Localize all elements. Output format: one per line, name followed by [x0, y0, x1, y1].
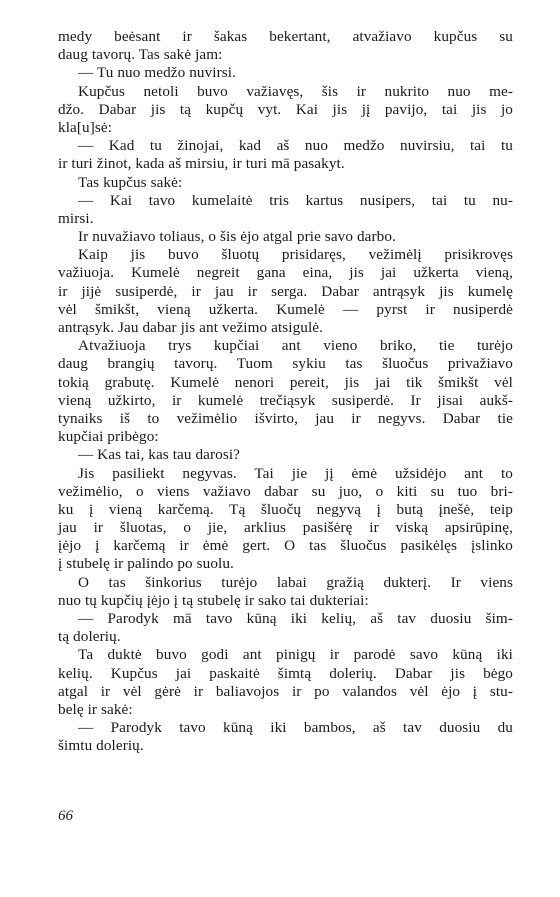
- text-line: Jis pasiliekt negyvas. Tai jie jį ėmė užsidėjo ant to: [78, 464, 513, 482]
- text-line: jau ir šluotas, o jie, arklius pasišėrę ir viską apsirūpinę,: [58, 519, 513, 537]
- text-line: ku į vieną karčemą. Tą šluočų negyvą į butą įnešė, teip: [58, 500, 513, 518]
- text-line: — Parodyk tavo kūną iki bambos, aš tav duosiu du: [78, 719, 513, 737]
- text-line: Ir nuvažiavo toliaus, o šis ėjo atgal prie savo darbo.: [78, 228, 396, 246]
- text-line: Tas kupčus sakė:: [78, 173, 183, 191]
- page-body: [58, 28, 513, 756]
- text-line: ir turi žinot, kada aš mirsiu, ir turi mā pasakyt.: [58, 155, 345, 173]
- text-line: ir jijė susiperdė, ir jau ir serga. Dabar antrąsyk jis kumelę: [58, 282, 513, 300]
- text-line: mirsi.: [58, 209, 94, 227]
- text-line: — Kai tavo kumelaitė tris kartus nusipers, tai tu nu-: [78, 191, 513, 209]
- text-line: nuo tų kupčių įėjo į tą stubelę ir sako tai dukteriai:: [58, 591, 369, 609]
- text-line: — Kas tai, kas tau darosi?: [78, 446, 241, 464]
- text-line: belę ir sakė:: [58, 700, 133, 718]
- text-line: Atvažiuoja trys kupčiai ant vieno briko, tie turėjo: [78, 337, 513, 355]
- text-line: įėjo į karčemą ir ėmė gert. O tas šluočus pasikėlęs įslinko: [58, 537, 513, 555]
- text-line: O tas šinkorius turėjo labai gražią dukterį. Ir viens: [78, 573, 513, 591]
- text-line: antrąsyk. Jau dabar jis ant vežimo atsigulė.: [58, 319, 324, 336]
- text-line: važiuoja. Kumelė negreit gana eina, jis jai užkerta vieną,: [58, 264, 513, 282]
- text-line: šimtu dolerių.: [58, 737, 144, 755]
- text-line: daug brangių tavorų. Tuom sykiu tas šluočus privažiavo: [58, 355, 513, 373]
- text-line: tą dolerių.: [58, 628, 121, 646]
- text-line: Kupčus netoli buvo važiavęs, šis ir nukrito nuo me-: [78, 82, 513, 100]
- text-line: džo. Dabar jis tą kupčų vyt. Kai jis jį pavijo, tai jis jo: [58, 100, 513, 118]
- text-line: kelių. Kupčus jai paskaitė šimtą dolerių. Dabar jis bėgo: [58, 664, 513, 682]
- text-line: kupčiai pribėgo:: [58, 428, 159, 446]
- text-line: medy beėsant ir šakas bekertant, atvažiavo kupčus su: [58, 28, 513, 45]
- text-line: — Tu nuo medžo nuvirsi.: [78, 64, 236, 82]
- text-line: kla[u]sė:: [58, 118, 113, 136]
- text-line: — Kad tu žinojai, kad aš nuo medžo nuvirsiu, tai tu: [78, 137, 513, 155]
- text-line: Kaip jis buvo šluotų prisidaręs, vežimėlį prisikrovęs: [78, 246, 513, 264]
- text-line: į stubelę ir palindo po suolu.: [58, 555, 234, 573]
- text-line: vežimėlio, o viens važiavo dabar su juo, o kiti su tuo bri-: [58, 482, 513, 500]
- text-line: vėl šmikšt, vieną užkerta. Kumelė — pyrst ir nusiperdė: [58, 300, 513, 318]
- text-line: — Parodyk mā tavo kūną iki kelių, aš tav duosiu šim-: [78, 610, 513, 627]
- text-line: daug tavorų. Tas sakė jam:: [58, 46, 223, 64]
- text-line: vieną užkirto, ir kumelė trečiąsyk susiperdė. Ir jisai aukš-: [58, 391, 513, 409]
- text-line: tokią grabutę. Kumelė nenori pereit, jis jai tik šmikšt vėl: [58, 373, 513, 391]
- page-number: 66: [58, 808, 73, 824]
- text-line: Ta duktė buvo godi ant pinigų ir parodė savo kūną iki: [78, 646, 513, 664]
- text-line: tynaiks iš to vežimėlio išvirto, jau ir negyvs. Dabar tie: [58, 409, 513, 427]
- text-line: atgal ir vėl gėrė ir baliavojos ir po valandos vėl ėjo į stu-: [58, 682, 513, 700]
